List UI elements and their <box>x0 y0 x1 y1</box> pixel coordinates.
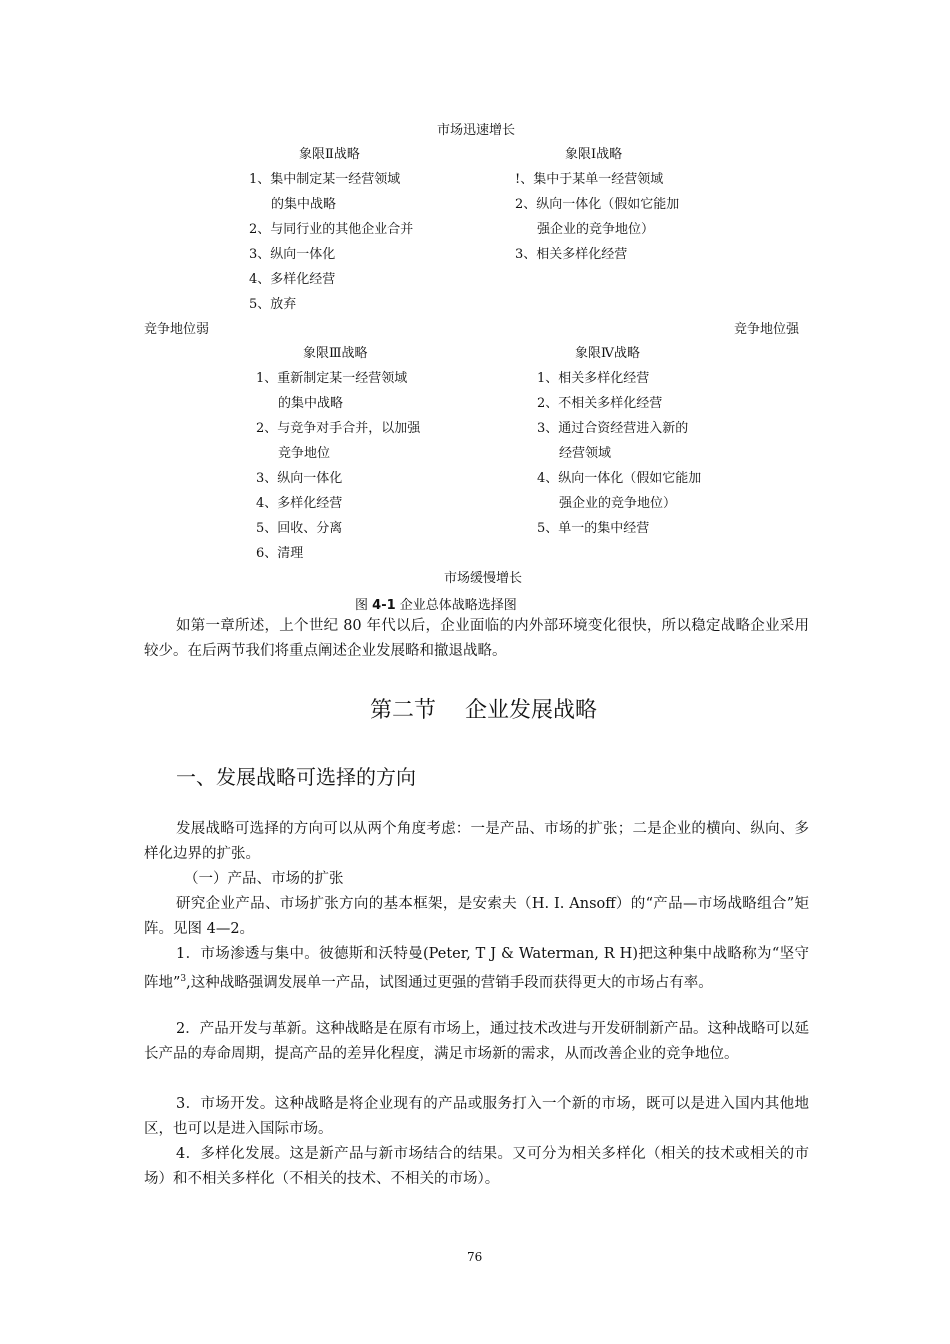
quadrant-3-item: 5、回收、分离 <box>256 521 343 536</box>
quadrant-3-item: 竞争地位 <box>278 446 331 461</box>
quadrant-4-item: 经营领域 <box>559 446 612 461</box>
quadrant-2-item: 4、多样化经营 <box>249 272 336 287</box>
quadrant-4-item: 2、不相关多样化经营 <box>537 396 663 411</box>
quadrant-3-item: 4、多样化经营 <box>256 496 343 511</box>
quadrant-2-item: 3、纵向一体化 <box>249 247 336 262</box>
quadrant-1-title: 象限Ⅰ战略 <box>565 147 623 162</box>
quadrant-4-item: 4、纵向一体化（假如它能加 <box>537 471 702 486</box>
quadrant-2-title: 象限Ⅱ战略 <box>299 147 360 162</box>
quadrant-4-item: 3、通过合资经营进入新的 <box>537 421 689 436</box>
quadrant-1 <box>515 142 679 267</box>
section-title: 第二节 企业发展战略 <box>370 698 597 723</box>
quadrant-3-item: 1、重新制定某一经营领域 <box>256 371 408 386</box>
quadrant-1-item: !、集中于某单一经营领域 <box>515 172 664 187</box>
quadrant-2 <box>249 142 413 317</box>
quadrant-3-item: 2、与竞争对手合并，以加强 <box>256 421 421 436</box>
figure-caption <box>355 594 517 613</box>
caption-number: 4-1 <box>372 598 396 613</box>
quote-text: “坚守阵地” <box>144 946 809 991</box>
sub-heading: 一、发展战略可选择的方向 <box>176 765 416 789</box>
market-penetration-rest: ,这种战略强调发展单一产品，试图通过更强的营销手段而获得更大的市场占有率。 <box>186 974 713 991</box>
quadrant-4-item: 5、单一的集中经营 <box>537 521 650 536</box>
quadrant-2-item: 的集中战略 <box>271 197 337 212</box>
quadrant-3-item: 6、清理 <box>256 546 304 561</box>
quadrant-4-item: 1、相关多样化经营 <box>537 371 650 386</box>
quadrant-1-item: 2、纵向一体化（假如它能加 <box>515 197 680 212</box>
caption-text: 企业总体战略选择图 <box>399 598 517 613</box>
paragraph-market-development: 3．市场开发。这种战略是将企业现有的产品或服务打入一个新的市场，既可以是进入国内其他地区，也可以是进入国际市场。 <box>144 1096 809 1137</box>
quadrant-4 <box>537 341 701 541</box>
quadrant-3-item: 的集中战略 <box>278 396 344 411</box>
paragraph-stable-strategy: 如第一章所述，上个世纪 80 年代以后，企业面临的内外部环境变化很快，所以稳定战略企业采用较少。在后两节我们将重点阐述企业发展略和撤退战略。 <box>144 618 809 659</box>
figure-bottom-label: 市场缓慢增长 <box>444 571 523 586</box>
figure-right-label: 竞争地位强 <box>734 322 800 337</box>
quadrant-3-title: 象限Ⅲ战略 <box>303 346 368 361</box>
market-penetration-line1: 1．市场渗透与集中。彼德斯和沃特曼(Peter, T J & Waterman, R H)把这种集中战略称为 <box>176 946 772 962</box>
quadrant-1-item: 3、相关多样化经营 <box>515 247 628 262</box>
quadrant-2-item: 5、放弃 <box>249 297 297 312</box>
quadrant-3 <box>256 341 420 566</box>
figure-top-label: 市场迅速增长 <box>437 123 516 138</box>
paragraph-ansoff: 研究企业产品、市场扩张方向的基本框架，是安索夫（H. I. Ansoff）的“产品—市场战略组合”矩阵。见图 4—2。 <box>144 896 809 937</box>
paragraph-market-penetration <box>144 942 809 996</box>
quadrant-4-title: 象限Ⅳ战略 <box>575 346 640 361</box>
page-number: 76 <box>467 1250 483 1264</box>
quadrant-1-item: 强企业的竞争地位） <box>537 222 655 237</box>
footnote-ref: 3 <box>180 974 187 984</box>
caption-prefix: 图 <box>355 598 369 613</box>
quadrant-2-item: 2、与同行业的其他企业合并 <box>249 222 414 237</box>
subsection-title: （一）产品、市场的扩张 <box>184 871 344 887</box>
paragraph-directions: 发展战略可选择的方向可以从两个角度考虑：一是产品、市场的扩张；二是企业的横向、纵向、多样化边界的扩张。 <box>144 821 809 862</box>
quadrant-3-item: 3、纵向一体化 <box>256 471 343 486</box>
paragraph-diversification: 4．多样化发展。这是新产品与新市场结合的结果。又可分为相关多样化（相关的技术或相关的市场）和不相关多样化（不相关的技术、不相关的市场）。 <box>144 1146 809 1187</box>
figure-left-label: 竞争地位弱 <box>144 322 210 337</box>
quadrant-2-item: 1、集中制定某一经营领域 <box>249 172 401 187</box>
quadrant-4-item: 强企业的竞争地位） <box>559 496 677 511</box>
paragraph-product-development: 2．产品开发与革新。这种战略是在原有市场上，通过技术改进与开发研制新产品。这种战略可以延长产品的寿命周期，提高产品的差异化程度，满足市场新的需求，从而改善企业的竞争地位。 <box>144 1021 809 1062</box>
